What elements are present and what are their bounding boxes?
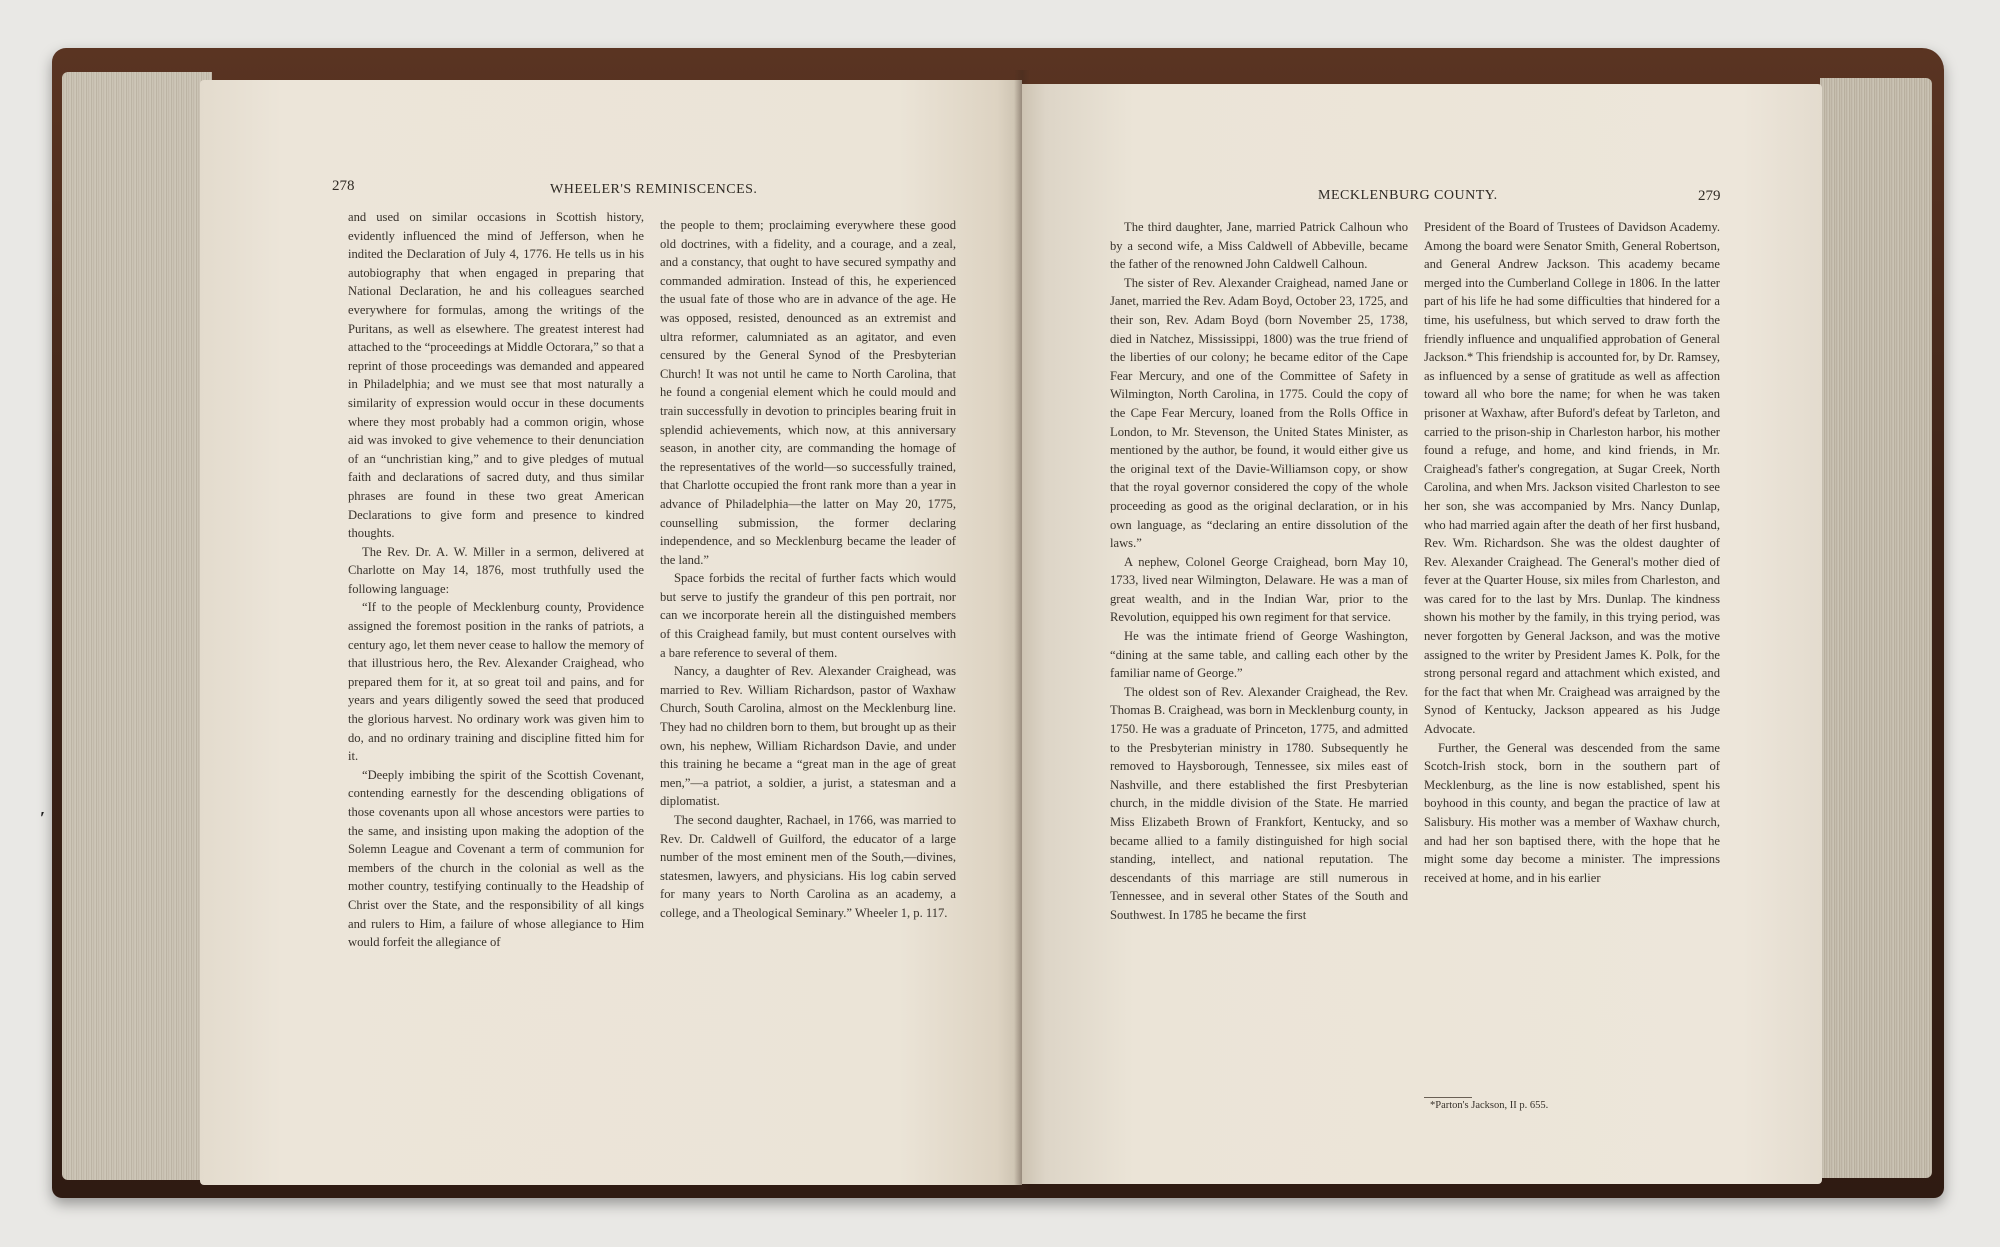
paragraph: The sister of Rev. Alexander Craighead, named Jane or Janet, married the Rev. Adam Boyd, October 23, 1725, and their son, Rev. Adam Boyd (born November 25, 1738, died in Natchez, Mississippi, 1800) was the true friend of the liberties of our colony; he became editor of the Cape Fear Mercury, and one of the Committee of Safety in Wilmington, North Carolina, in 1775. Could the copy of the Cape Fear Mercury, loaned from the Rolls Office in London, to Mr. Stevenson, the United States Minister, as mentioned by the author, be found, it would either give us the original text of the Davie-Williamson copy, or show that the royal governor considered the copy of the whole proceeding as good as the original declaration, or in his own language, as “declaring an entire dissolution of the laws.” bbox=[1110, 275, 1408, 551]
paragraph: He was the intimate friend of George Washington, “dining at the same table, and calling each other by the familiar name of George.” bbox=[1110, 629, 1408, 681]
paragraph: Further, the General was descended from the same Scotch-Irish stock, born in the southern part of Mecklenburg, as the line is now established, spent his boyhood in this county, and began the practice of law at Salisbury. His mother was a member of Waxhaw church, and had her son baptised there, with the hope that he might some day become a minister. The impressions received at home, and in his earlier bbox=[1424, 740, 1720, 885]
margin-mark: ′ bbox=[40, 808, 46, 828]
paragraph: The third daughter, Jane, married Patrick Calhoun who by a second wife, a Miss Caldwell of Abbeville, became the father of the renowned John Caldwell Calhoun. bbox=[1110, 220, 1408, 272]
text-column-1 bbox=[1110, 218, 1408, 925]
page-edges-right bbox=[1820, 78, 1932, 1178]
paragraph: The second daughter, Rachael, in 1766, was married to Rev. Dr. Caldwell of Guilford, the educator of a large number of the most eminent men of the South,—divines, statesmen, lawyers, and physicians. His log cabin served for many years to North Carolina as an academy, a college, and a Theological Seminary.” Wheeler 1, p. 117. bbox=[660, 813, 956, 920]
paragraph: Nancy, a daughter of Rev. Alexander Craighead, was married to Rev. William Richardson, pastor of Waxhaw Church, South Carolina, almost on the Mecklenburg line. They had no children born to them, but brought up as their own, his nephew, William Richardson Davie, and under this training he became a “great man in the age of great men,”—a patriot, a soldier, a jurist, a statesman and a diplomatist. bbox=[660, 664, 956, 809]
left-page bbox=[200, 80, 1022, 1185]
paragraph: “Deeply imbibing the spirit of the Scottish Covenant, contending earnestly for the descending obligations of those covenants upon all whose ancestors were parties to the same, and insisting upon making the adoption of the Solemn League and Covenant a term of communion for members of the church in the colonial as well as the mother country, testifying continually to the Headship of Christ over the State, and the responsibility of all kings and rulers to Him, a failure of whose allegiance to Him would forfeit the allegiance of bbox=[348, 767, 644, 950]
text-column-1 bbox=[348, 208, 644, 952]
paragraph: President of the Board of Trustees of Davidson Academy. Among the board were Senator Smith, General Robertson, and General Andrew Jackson. This academy became merged into the Cumberland College in 1806. In the latter part of his life he had some difficulties that hindered for a time, his usefulness, but which served to draw forth the friendly influence and unqualified approbation of General Jackson.* This friendship is accounted for, by Dr. Ramsey, as influenced by a sense of gratitude as well as affection toward all who bore the name; for when he was taken prisoner at Waxhaw, after Buford's defeat by Tarleton, and carried to the prison-ship in Charleston harbor, his mother found a refuge, and home, and kind friends, in Mr. Craighead's father's congregation, at Sugar Creek, North Carolina, and when Mrs. Jackson visited Charleston to see her son, she was accompanied by Mrs. Nancy Dunlap, who had married again after the death of her first husband, Rev. Wm. Richardson. She was the oldest daughter of Rev. Alexander Craighead. The General's mother died of fever at the Quarter House, six miles from Charleston, and was cared for to the last by Mrs. Dunlap. The kindness shown his mother by the family, in this trying period, was never forgotten by General Jackson, and was the motive assigned to the writer by President James K. Polk, for the strong personal regard and attachment which existed, and for the fact that when Mr. Craighead was arraigned by the Synod of Kentucky, Jackson appeared as his Judge Advocate. bbox=[1424, 220, 1720, 737]
paragraph: Space forbids the recital of further facts which would but serve to justify the grandeur of this pen portrait, nor can we incorporate herein all the distinguished members of this Craighead family, but must content ourselves with a bare reference to several of them. bbox=[660, 571, 956, 660]
footnote: *Parton's Jackson, II p. 655. bbox=[1430, 1100, 1549, 1111]
running-head: WHEELER'S REMINISCENCES. bbox=[550, 182, 758, 197]
paragraph: A nephew, Colonel George Craighead, born May 10, 1733, lived near Wilmington, Delaware. He was a man of great wealth, and in the Indian War, prior to the Revolution, equipped his own regiment for that service. bbox=[1110, 554, 1408, 625]
paragraph: the people to them; proclaiming everywhere these good old doctrines, with a fidelity, and a courage, and a zeal, and a constancy, that ought to have secured sympathy and commanded admiration. Instead of this, he experienced the usual fate of those who are in advance of the age. He was opposed, resisted, denounced as an extremist and ultra reformer, calumniated as an agitator, and even censured by the General Synod of the Presbyterian Church! It was not until he came to North Carolina, that he found a congenial element which he could mould and train successfully in devotion to principles bearing fruit in splendid achievements, which now, at this anniversary season, in another city, are commanding the homage of the representatives of the world—so successfully trained, that Charlotte occupied the front rank more than a year in advance of Philadelphia—the latter on May 20, 1775, counselling submission, the former declaring independence, and so Mecklenburg became the leader of the land.” bbox=[660, 218, 956, 567]
page-edges-left bbox=[62, 72, 212, 1180]
running-head: MECKLENBURG COUNTY. bbox=[1318, 188, 1498, 203]
text-column-2 bbox=[660, 216, 956, 923]
footnote-rule bbox=[1424, 1097, 1472, 1098]
right-page bbox=[1022, 84, 1822, 1184]
page-number: 278 bbox=[332, 178, 355, 194]
paragraph: and used on similar occasions in Scottish history, evidently influenced the mind of Jefferson, when he indited the Declaration of July 4, 1776. He tells us in his autobiography that when engaged in preparing that National Declaration, he and his colleagues searched everywhere for formulas, among the writings of the Puritans, as well as elsewhere. The greatest interest had attached to the “proceedings at Middle Octorara,” so that a reprint of those proceedings was demanded and appeared in Philadelphia; and we must see that most naturally a similarity of expression would occur in these documents where they most probably had a common origin, whose aid was invoked to give vehemence to their denunciation of an “unchristian king,” and to give pledges of mutual faith and declarations of sacred duty, and thus similar phrases are found in these two great American Declarations to give form and presence to kindred thoughts. bbox=[348, 210, 644, 541]
text-column-2 bbox=[1424, 218, 1720, 887]
paragraph: “If to the people of Mecklenburg county, Providence assigned the foremost position in the ranks of patriots, a century ago, let them never cease to hallow the memory of that illustrious hero, the Rev. Alexander Craighead, who prepared them for it, at so great toil and pains, and for years and years diligently sowed the seed that produced the glorious harvest. No ordinary work was given him to do, and no ordinary training and discipline fitted him for it. bbox=[348, 600, 644, 764]
paragraph: The Rev. Dr. A. W. Miller in a sermon, delivered at Charlotte on May 14, 1876, most truthfully used the following language: bbox=[348, 544, 644, 596]
page-number: 279 bbox=[1698, 188, 1721, 204]
paragraph: The oldest son of Rev. Alexander Craighead, the Rev. Thomas B. Craighead, was born in Mecklenburg county, in 1750. He was a graduate of Princeton, 1775, and admitted to the Presbyterian ministry in 1780. Subsequently he removed to Haysborough, Tennessee, six miles east of Nashville, and there established the first Presbyterian church, in the middle division of the State. He married Miss Elizabeth Brown of Frankfort, Kentucky, and so became allied to a family distinguished for high social standing, intellect, and national reputation. The descendants of this marriage are still numerous in Tennessee, and in several other States of the South and Southwest. In 1785 he became the first bbox=[1110, 684, 1408, 922]
